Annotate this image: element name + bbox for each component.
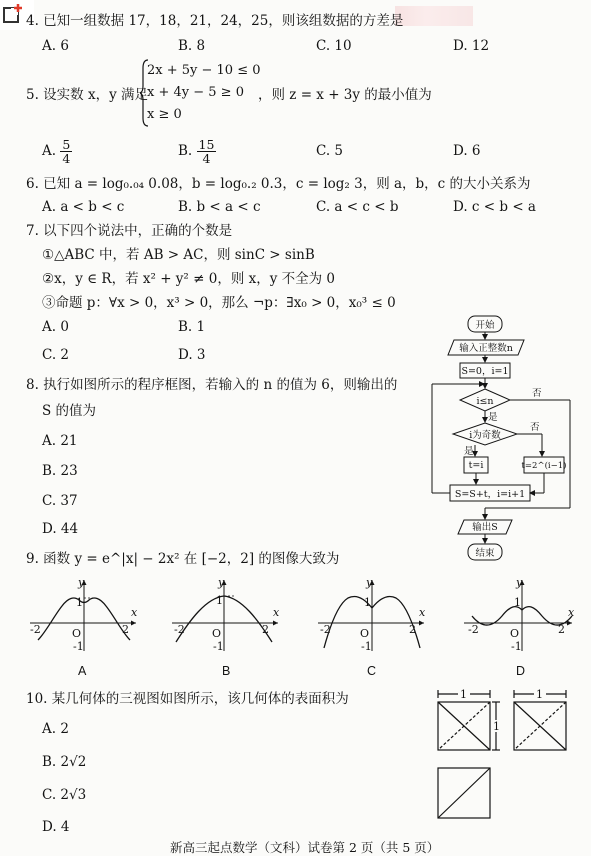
graph-b-neg-two: -2 [174,623,185,636]
flow-start-text: 开始 [475,320,495,331]
q8-stem-line2: S 的值为 [42,403,97,419]
graph-a-two: 2 [122,623,129,636]
flow-yes-1: 是 [488,412,498,423]
graph-d-two: 2 [558,623,565,636]
q4-option-a: A. 6 [42,38,69,54]
q7-option-a: A. 0 [42,319,69,335]
graph-c-x: x [419,606,426,619]
q10-option-c: C. 2√3 [42,787,87,803]
q5-option-b-fraction [197,138,217,165]
q6-option-c: C. a < c < b [316,199,399,215]
graph-d-label: D [516,664,526,678]
q7-item-3: ③命题 p：∀x > 0，x³ > 0，那么 ¬p：∃x₀ > 0，x₀³ ≤ 0 [42,295,396,311]
graph-b-label: B [222,664,231,678]
q10-option-a: A. 2 [42,721,69,737]
q7-option-c: C. 2 [42,347,70,363]
graph-d-one: 1 [514,596,521,609]
graph-d-origin: O [510,627,520,640]
graph-d-x: x [568,606,575,619]
q5-constraint-3: x ≥ 0 [147,107,182,122]
flow-output-text: 输出S [472,522,498,533]
flow-update-text: S=S+t，i=i+1 [454,489,526,500]
q4-option-b: B. 8 [178,38,206,54]
q8-option-b: B. 23 [42,463,78,479]
q6-option-d: D. c < b < a [453,199,536,215]
flow-init-text: S=0，i=1 [461,366,509,377]
q7-stem: 7. 以下四个说法中，正确的个数是 [26,223,233,239]
q9-stem: 9. 函数 y = e^|x| − 2x² 在 [−2，2] 的图像大致为 [26,551,340,567]
denominator: 4 [202,151,211,166]
flow-no-2: 否 [530,422,540,433]
q8-option-a: A. 21 [42,433,78,449]
graph-c-one: 1 [364,596,371,609]
graph-a-neg-two: -2 [30,623,41,636]
graph-a-x: x [131,606,138,619]
graph-a-origin: O [72,627,82,640]
q10-option-b: B. 2√2 [42,754,87,770]
q5-option-c: C. 5 [316,143,344,159]
graph-c-y: y [366,576,373,589]
flowchart [420,312,580,566]
q5-constraint-1: 2x + 5y − 10 ≤ 0 [147,63,261,78]
q6-option-a: A. a < b < c [42,199,125,215]
flow-assign-i-text: t=i [468,460,484,471]
q5-option-a [42,138,72,165]
q10-stem: 10. 某几何体的三视图如图所示，该几何体的表面积为 [26,691,349,707]
graph-b-origin: O [212,627,222,640]
dim-height: 1 [493,720,500,733]
numerator: 15 [198,137,215,152]
graph-c-neg-one: -1 [361,640,372,653]
numerator: 5 [62,137,71,152]
graph-b-two: 2 [262,623,269,636]
q7-item-2: ②x，y ∈ R，若 x² + y² ≠ 0，则 x，y 不全为 0 [42,271,336,287]
dim-side-width: 1 [536,688,543,701]
q7-item-1: ①△ABC 中，若 AB > AC，则 sinC > sinB [42,247,315,263]
q7-option-d: D. 3 [178,347,206,363]
q10-option-d: D. 4 [42,819,70,835]
graph-b-x: x [273,606,280,619]
graph-a-neg-one: -1 [73,640,84,653]
q8-option-d: D. 44 [42,521,79,537]
q8-stem-line1: 8. 执行如图所示的程序框图，若输入的 n 的值为 6，则输出的 [26,377,398,393]
q4-option-d: D. 12 [453,38,490,54]
flow-cond1-text: i≤n [476,396,494,407]
q5-option-b-label: B. [178,143,193,159]
flow-end-text: 结束 [475,548,495,559]
q7-option-b: B. 1 [178,319,206,335]
q5-option-d: D. 6 [453,143,481,159]
q5-option-b [178,138,216,165]
flow-yes-2: 是 [464,446,474,457]
flow-assign-pow-text: t=2^(i−1) [521,461,567,471]
dim-front-width: 1 [460,688,467,701]
q5-lead: 5. 设实数 x，y 满足 [26,87,148,103]
page-footer: 新高三起点数学（文科）试卷第 2 页（共 5 页） [170,840,440,855]
q4-stem: 4. 已知一组数据 17，18，21，24，25，则该组数据的方差是 [26,13,404,29]
graph-b-y: y [218,576,225,589]
flow-cond2-text: i为奇数 [469,430,501,441]
graph-b-neg-one: -1 [213,640,224,653]
watermark-blur [395,6,473,26]
graph-a-y: y [78,576,85,589]
q5-tail: ，则 z = x + 3y 的最小值为 [258,87,432,103]
flow-input-text: 输入正整数n [459,343,513,354]
flow-no-1: 否 [532,388,542,399]
graph-b-one: 1 [216,594,223,607]
q5-option-a-label: A. [42,143,57,159]
q5-constraint-2: x + 4y − 5 ≥ 0 [147,85,244,100]
three-view-figure [430,686,580,826]
q5-constraints [147,60,261,126]
denominator: 4 [62,151,71,166]
q4-option-c: C. 10 [316,38,352,54]
graph-c-neg-two: -2 [320,623,331,636]
q6-option-b: B. b < a < c [178,199,261,215]
q6-stem: 6. 已知 a = log₀.₀₄ 0.08，b = log₀.₂ 0.3，c = log₂ 3，则 a，b，c 的大小关系为 [26,176,531,192]
q5-option-a-fraction [60,138,72,165]
graph-c-label: C [367,664,377,678]
graph-a-label: A [78,664,87,678]
graph-d-y: y [516,576,523,589]
q9-graphs [24,576,584,658]
graph-d-neg-two: -2 [468,623,479,636]
q8-option-c: C. 37 [42,493,78,509]
graph-a-one: 1 [76,596,83,609]
graph-c-origin: O [360,627,370,640]
graph-c-two: 2 [409,623,416,636]
graph-d-neg-one: -1 [511,640,522,653]
